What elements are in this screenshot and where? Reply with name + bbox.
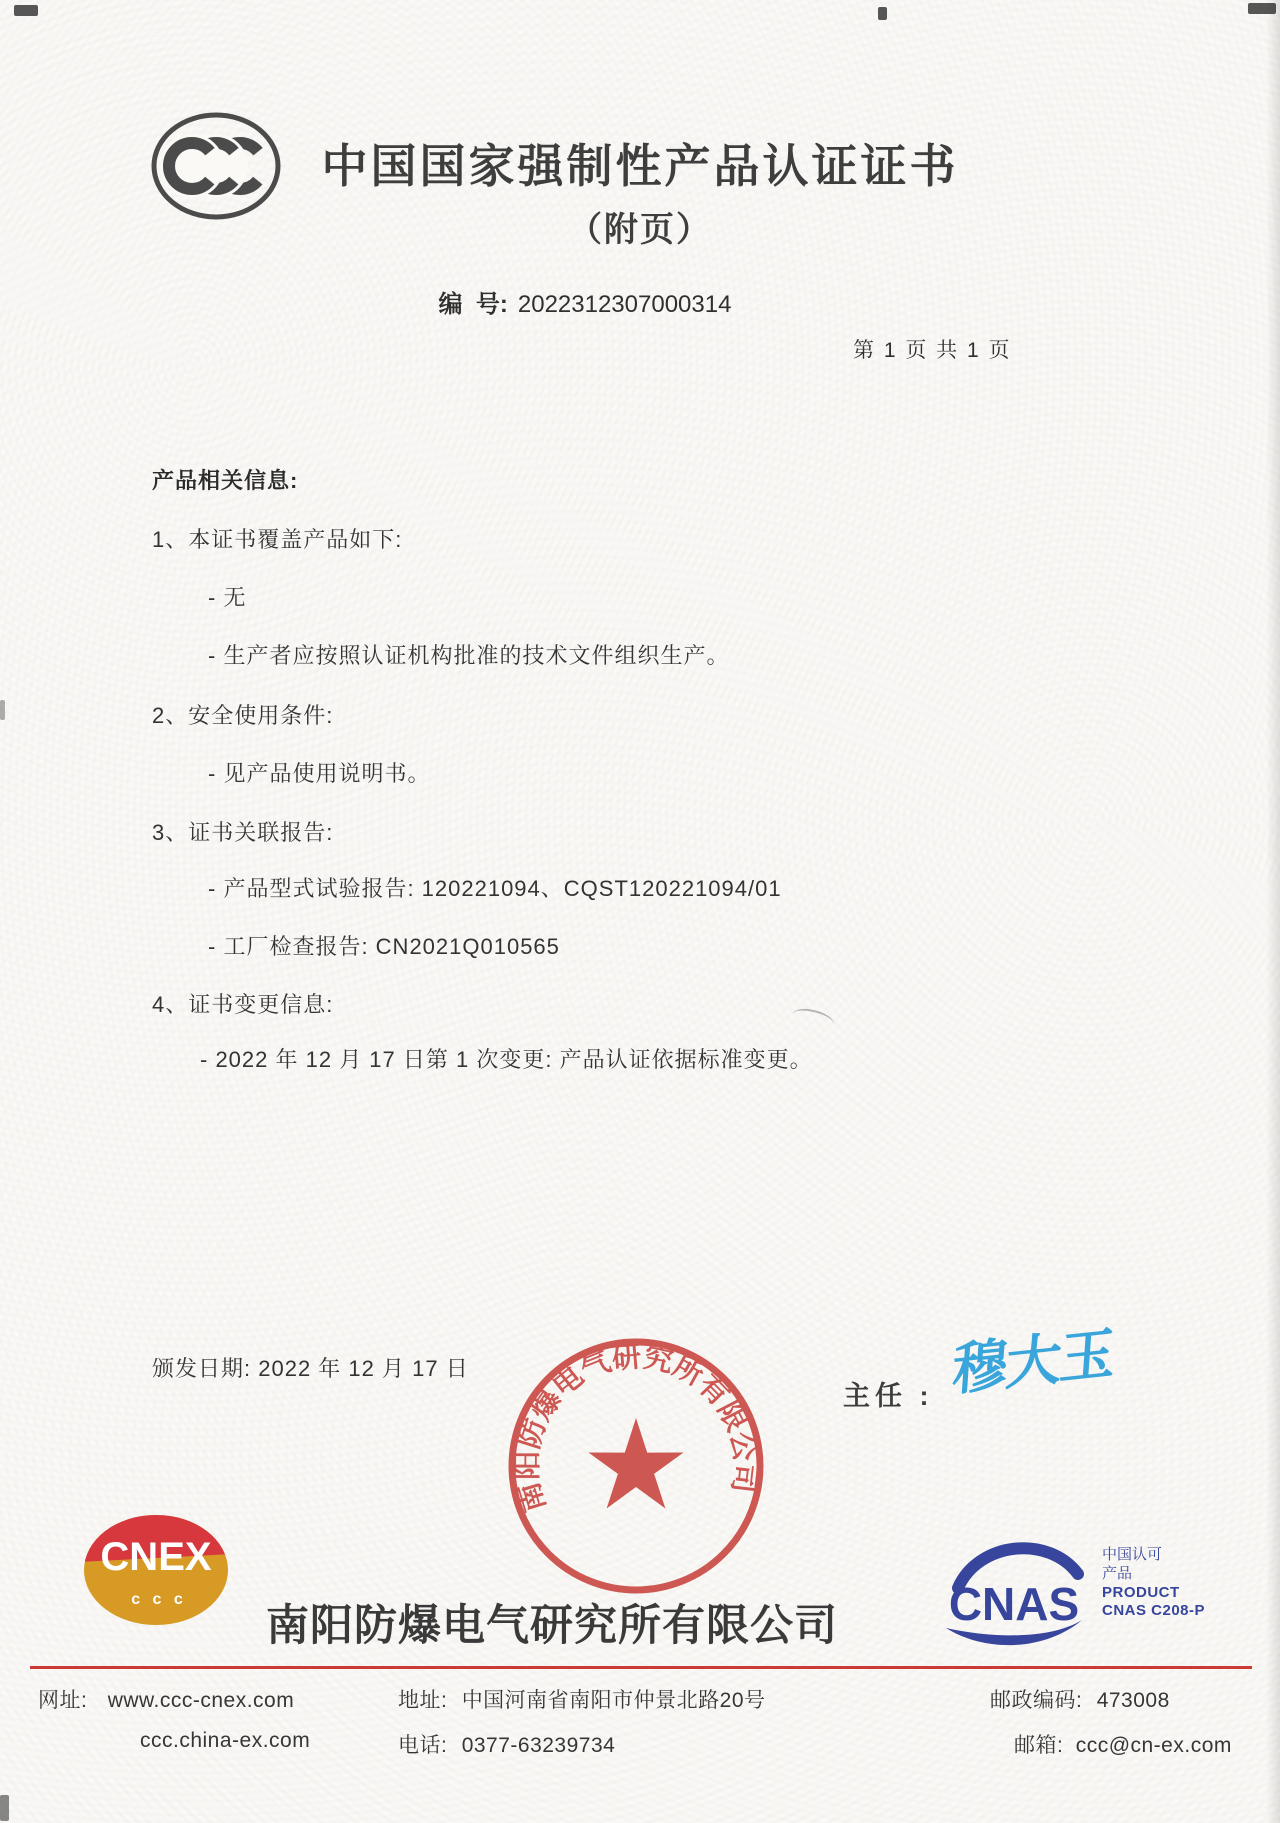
cnex-logo-text: CNEX (100, 1535, 212, 1579)
footer-address-line (398, 1684, 766, 1714)
director-label: 主任 : (843, 1381, 934, 1411)
page-title: 中国国家强制性产品认证证书 (321, 140, 959, 192)
certificate-number-value: 2022312307000314 (517, 291, 732, 318)
address-label: 地址: (398, 1689, 448, 1712)
company-seal-stamp (496, 1318, 776, 1618)
page-subtitle: （附页） (568, 211, 712, 249)
email-value: ccc@cn-ex.com (1075, 1734, 1232, 1757)
phone-value: 0377-63239734 (461, 1734, 616, 1757)
cnas-logo-text: CNAS (948, 1578, 1080, 1630)
seal-star-icon (588, 1418, 683, 1508)
page-indicator: 第 1 页 共 1 页 (853, 339, 1012, 362)
footer-postcode-line (990, 1684, 1170, 1714)
body-item-1-sub-2: - 生产者应按照认证机构批准的技术文件组织生产。 (208, 643, 730, 668)
postcode-value: 473008 (1096, 1689, 1170, 1712)
issue-date-value: 2022 年 12 月 17 日 (258, 1356, 469, 1381)
body-item-3-sub-2: - 工厂检查报告: CN2021Q010565 (208, 934, 560, 959)
section-header: 产品相关信息: (152, 468, 299, 493)
scan-artifact (14, 5, 38, 16)
body-item-3: 3、证书关联报告: (152, 820, 334, 845)
body-item-4-sub-1: - 2022 年 12 月 17 日第 1 次变更: 产品认证依据标准变更。 (200, 1047, 813, 1072)
cnas-side-line-4: CNAS C208-P (1102, 1602, 1206, 1620)
cnex-logo-icon (80, 1512, 232, 1628)
body-item-1: 1、本证书覆盖产品如下: (152, 527, 403, 552)
scan-artifact (1248, 3, 1276, 14)
website-url-1: www.ccc-cnex.com (107, 1689, 295, 1712)
certificate-number-label: 编 号: (438, 291, 508, 318)
website-label: 网址: (38, 1689, 88, 1712)
director-signature: 穆大玉 (949, 1321, 1116, 1402)
body-item-3-sub-1: - 产品型式试验报告: 120221094、CQST120221094/01 (208, 876, 782, 901)
scan-artifact (0, 1795, 9, 1821)
cnas-logo-icon (928, 1534, 1100, 1656)
cnas-side-line-2: 产品 (1102, 1564, 1133, 1582)
cnas-side-line-1: 中国认可 (1102, 1546, 1163, 1563)
footer-email-line (1014, 1729, 1232, 1759)
issue-date-line (152, 1352, 469, 1383)
footer-phone-line (398, 1729, 615, 1759)
scan-artifact (0, 700, 5, 720)
seal-curved-text: 南阳防爆电气研究所有限公司 (511, 1341, 761, 1516)
footer-website-line (38, 1684, 294, 1714)
body-item-2-sub-1: - 见产品使用说明书。 (208, 761, 431, 786)
body-item-2: 2、安全使用条件: (152, 703, 334, 728)
cnas-accreditation-text (1102, 1546, 1205, 1621)
email-label: 邮箱: (1014, 1734, 1064, 1757)
website-url-2: ccc.china-ex.com (140, 1729, 311, 1752)
footer-divider (30, 1666, 1252, 1669)
postcode-label: 邮政编码: (990, 1689, 1083, 1712)
certificate-number-line (0, 284, 1170, 319)
body-item-4: 4、证书变更信息: (152, 992, 334, 1017)
issue-date-label: 颁发日期: (152, 1356, 252, 1381)
cnex-logo-subtext: c c c (131, 1591, 187, 1608)
footer-website-line-2 (140, 1729, 310, 1753)
body-item-1-sub-1: - 无 (208, 585, 247, 610)
pencil-mark (790, 1005, 835, 1033)
scan-artifact (878, 7, 887, 20)
phone-label: 电话: (398, 1734, 448, 1757)
address-value: 中国河南省南阳市仲景北路20号 (461, 1689, 766, 1712)
cnas-side-line-3: PRODUCT (1102, 1583, 1180, 1601)
organization-name: 南阳防爆电气研究所有限公司 (266, 1602, 838, 1650)
